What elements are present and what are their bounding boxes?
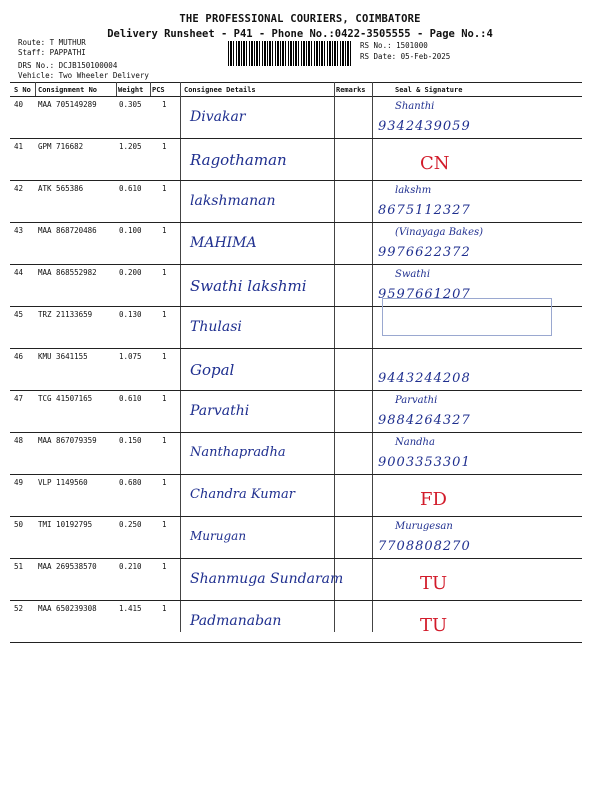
row-consignment-no: KMU 3641155 <box>38 352 88 361</box>
row-divider <box>10 558 582 559</box>
row-consignee-signature: Padmanaban <box>190 613 282 629</box>
row-receiver-phone: 8675112327 <box>378 203 471 218</box>
row-sno: 45 <box>14 310 24 319</box>
row-divider <box>10 516 582 517</box>
row-receiver-phone: 9003353301 <box>378 455 471 470</box>
row-weight: 0.150 <box>119 436 142 445</box>
row-weight: 0.305 <box>119 100 142 109</box>
row-consignee-signature: MAHIMA <box>190 235 257 251</box>
row-consignee-signature: Divakar <box>190 109 246 125</box>
row-receiver-signature: TU <box>420 573 448 594</box>
row-consignment-no: GPM 716682 <box>38 142 84 151</box>
row-weight: 0.200 <box>119 268 142 277</box>
row-pcs: 1 <box>162 226 167 235</box>
row-weight: 1.075 <box>119 352 142 361</box>
row-weight: 0.680 <box>119 478 142 487</box>
row-consignee-signature: Shanmuga Sundaram <box>190 571 344 587</box>
row-receiver-signature: CN <box>420 153 450 174</box>
runsheet-title: Delivery Runsheet - P41 - Phone No.:0422-3505555 - Page No.:4 <box>107 28 493 40</box>
row-consignee-signature: Gopal <box>190 361 235 379</box>
row-consignment-no: MAA 868720486 <box>38 226 97 235</box>
row-consignment-no: TRZ 21133659 <box>38 310 93 319</box>
row-divider <box>10 138 582 139</box>
row-divider <box>10 180 582 181</box>
drs-number: DRS No.: DCJB150100004 <box>18 61 118 70</box>
col-remarks: Remarks <box>336 86 366 94</box>
row-divider <box>10 348 582 349</box>
row-receiver-signature: Nandha <box>395 437 435 448</box>
col-divider <box>35 82 36 96</box>
row-receiver-signature: (Vinayaga Bakes) <box>395 227 484 238</box>
row-sno: 42 <box>14 184 24 193</box>
row-consignment-no: MAA 705149289 <box>38 100 97 109</box>
row-consignment-no: TMI 10192795 <box>38 520 93 529</box>
row-divider <box>10 222 582 223</box>
shop-stamp <box>382 298 552 340</box>
vehicle-label: Vehicle: Two Wheeler Delivery <box>18 71 149 80</box>
row-consignment-no: TCG 41507165 <box>38 394 93 403</box>
row-consignment-no: VLP 1149560 <box>38 478 88 487</box>
row-consignee-signature: Nanthapradha <box>190 445 286 460</box>
barcode <box>228 41 352 66</box>
row-consignee-signature: lakshmanan <box>190 193 276 209</box>
row-receiver-phone: 9976622372 <box>378 245 471 260</box>
row-pcs: 1 <box>162 352 167 361</box>
row-receiver-phone: 7708808270 <box>378 539 471 554</box>
col-divider <box>150 82 151 96</box>
row-sno: 52 <box>14 604 24 613</box>
table-header-border <box>10 96 582 97</box>
row-consignee-signature: Chandra Kumar <box>190 487 295 502</box>
col-consignment: Consignment No <box>38 86 98 94</box>
row-receiver-phone: 9597661207 <box>378 287 471 302</box>
row-weight: 0.610 <box>119 184 142 193</box>
row-weight: 1.205 <box>119 142 142 151</box>
row-pcs: 1 <box>162 394 167 403</box>
row-pcs: 1 <box>162 604 167 613</box>
row-sno: 47 <box>14 394 24 403</box>
row-sno: 50 <box>14 520 24 529</box>
row-divider <box>10 600 582 601</box>
row-receiver-phone: 9342439059 <box>378 119 471 134</box>
row-consignment-no: MAA 867079359 <box>38 436 97 445</box>
row-pcs: 1 <box>162 478 167 487</box>
row-weight: 1.415 <box>119 604 142 613</box>
row-consignment-no: MAA 269538570 <box>38 562 97 571</box>
row-pcs: 1 <box>162 142 167 151</box>
row-consignment-no: MAA 868552982 <box>38 268 97 277</box>
row-sno: 43 <box>14 226 24 235</box>
row-divider <box>10 474 582 475</box>
row-sno: 46 <box>14 352 24 361</box>
row-weight: 0.130 <box>119 310 142 319</box>
row-weight: 0.210 <box>119 562 142 571</box>
row-consignee-signature: Ragothaman <box>190 151 287 169</box>
row-receiver-phone: 9884264327 <box>378 413 471 428</box>
row-receiver-signature: Swathi <box>395 269 431 280</box>
row-pcs: 1 <box>162 184 167 193</box>
row-pcs: 1 <box>162 310 167 319</box>
row-divider <box>10 390 582 391</box>
row-weight: 0.100 <box>119 226 142 235</box>
row-consignment-no: MAA 650239308 <box>38 604 97 613</box>
row-consignee-signature: Swathi lakshmi <box>190 277 307 295</box>
col-pcs: PCS <box>152 86 165 94</box>
row-divider <box>10 432 582 433</box>
row-receiver-signature: lakshm <box>395 185 432 196</box>
row-consignee-signature: Murugan <box>190 529 247 543</box>
rs-date: RS Date: 05-Feb-2025 <box>360 52 451 61</box>
company-name: THE PROFESSIONAL COURIERS, COIMBATORE <box>179 13 421 25</box>
row-divider <box>10 264 582 265</box>
rs-number: RS No.: 1501000 <box>360 41 428 50</box>
col-divider <box>372 82 373 632</box>
row-receiver-phone: 9443244208 <box>378 371 471 386</box>
row-sno: 40 <box>14 100 24 109</box>
row-pcs: 1 <box>162 268 167 277</box>
row-sno: 49 <box>14 478 24 487</box>
row-sno: 51 <box>14 562 24 571</box>
row-consignee-signature: Parvathi <box>190 403 250 419</box>
row-weight: 0.610 <box>119 394 142 403</box>
col-sno: S No <box>14 86 31 94</box>
row-receiver-signature: Parvathi <box>395 395 438 406</box>
row-receiver-signature: Shanthi <box>395 101 435 112</box>
row-receiver-signature: FD <box>420 489 447 510</box>
row-pcs: 1 <box>162 562 167 571</box>
col-seal: Seal & Signature <box>395 86 463 94</box>
row-pcs: 1 <box>162 520 167 529</box>
table-top-border <box>10 82 582 83</box>
col-weight: Weight <box>118 86 144 94</box>
row-weight: 0.250 <box>119 520 142 529</box>
row-sno: 48 <box>14 436 24 445</box>
row-receiver-signature: Murugesan <box>395 521 453 532</box>
row-consignment-no: ATK 565386 <box>38 184 84 193</box>
staff-label: Staff: PAPPATHI <box>18 48 86 57</box>
row-pcs: 1 <box>162 100 167 109</box>
row-consignee-signature: Thulasi <box>190 319 242 335</box>
row-sno: 41 <box>14 142 24 151</box>
col-divider <box>334 82 335 632</box>
row-divider <box>10 642 582 643</box>
row-receiver-signature: TU <box>420 615 448 636</box>
row-sno: 44 <box>14 268 24 277</box>
route-label: Route: T MUTHUR <box>18 38 86 47</box>
col-divider <box>116 82 117 96</box>
col-consignee: Consignee Details <box>184 86 256 94</box>
row-pcs: 1 <box>162 436 167 445</box>
col-divider <box>180 82 181 632</box>
